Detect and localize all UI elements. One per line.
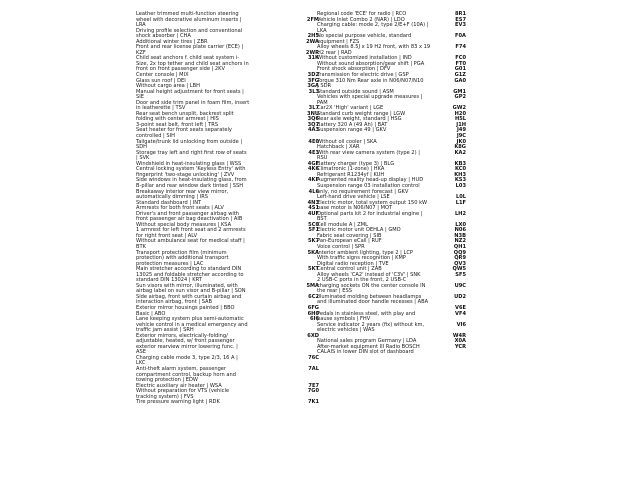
equipment-description: Central locking system 'Keyless Entry' with xyxy=(136,166,246,173)
equipment-description: Seat heater for front seats separately xyxy=(136,127,232,134)
option-code: 6C2 xyxy=(308,293,319,300)
option-code: ES7 xyxy=(455,16,466,23)
equipment-description: towing protection | EDW xyxy=(136,377,198,384)
option-code: 5C0 xyxy=(308,221,319,228)
equipment-description: and illuminated door handle recesses | ABA xyxy=(317,299,429,306)
equipment-description: With rear view camera system (type 2) | xyxy=(317,149,420,156)
option-code: KH3 xyxy=(454,171,466,178)
equipment-description: Door and side trim panel in foam film, insert xyxy=(136,99,250,106)
option-code: H20 xyxy=(454,110,466,117)
equipment-description: Center console | MIX xyxy=(136,72,189,79)
equipment-description: Armrests for both front seats | ALV xyxy=(136,205,224,212)
option-code: SF5 xyxy=(455,271,466,278)
equipment-description: traffic jam assist | SRH xyxy=(136,327,194,334)
option-code: 3GA xyxy=(307,83,319,90)
option-code: LH2 xyxy=(454,210,466,217)
option-code: 3NU xyxy=(307,110,319,117)
equipment-description: controlled | SIH xyxy=(136,133,175,140)
option-code: N3B xyxy=(454,232,466,239)
equipment-description: Side windows in heat-insulating glass, from xyxy=(136,177,247,184)
equipment-description: Without customized installation | IND xyxy=(317,55,412,62)
equipment-description: interaction airbag, front | SAB xyxy=(136,299,213,306)
equipment-description: Rear seat bench unsplit, backrest split xyxy=(136,110,234,117)
equipment-description: Electric auxiliary air heater | WSA xyxy=(136,382,222,389)
equipment-description: folding with center armrest | HIS xyxy=(136,116,219,123)
option-code: W4R xyxy=(452,332,466,339)
equipment-description: Illuminated molding between headlamps xyxy=(317,293,422,300)
equipment-description: Without oil cooler | SKA xyxy=(317,138,377,145)
equipment-description: electric vehicles | WAS xyxy=(317,327,375,334)
option-code: NZ2 xyxy=(454,238,466,245)
equipment-description: Service indicator 2 years (fix) without km, xyxy=(317,321,425,328)
equipment-description: Regional code 'ECE' for radio | RCO xyxy=(317,11,407,17)
option-code: 4K6 xyxy=(307,166,319,173)
equipment-row xyxy=(136,400,319,406)
equipment-description: Front and rear license plate carrier (ECE) | xyxy=(136,44,244,51)
equipment-description: SDH xyxy=(136,144,147,151)
option-code: 4E0 xyxy=(308,138,319,145)
option-code: 4L6 xyxy=(308,188,319,195)
option-code: GM1 xyxy=(453,88,466,95)
equipment-description: Exterior mirrors, electrically-folding/ xyxy=(136,332,228,339)
right-equipment-column xyxy=(317,12,466,356)
option-code: GW2 xyxy=(452,105,466,112)
equipment-description: Leather trimmed multi-function steering xyxy=(136,11,239,17)
equipment-description: Augmented reality head-up display | HUD xyxy=(317,177,424,184)
equipment-description: Digital radio reception | TVE xyxy=(317,260,389,267)
equipment-description: Additional winter tires | ZBR xyxy=(136,38,208,45)
option-code: QH1 xyxy=(453,243,466,250)
equipment-description: automatically dimming | IRS xyxy=(136,194,209,201)
equipment-description: Storage tray left and right first row of seats xyxy=(136,149,247,156)
equipment-description: Torque 310 Nm Rear axle in N06/N07/N10 xyxy=(317,77,424,84)
equipment-description: Hatchback | XAR xyxy=(317,144,360,151)
equipment-row xyxy=(317,328,466,334)
equipment-description: Climatronic (1-zone) | HKA xyxy=(317,166,385,173)
option-code: 3L3 xyxy=(308,88,319,95)
equipment-description: Voice control | SPR xyxy=(317,243,365,250)
equipment-description: Electric motor unit OEHLA | GMO xyxy=(317,227,401,234)
option-code: K8G xyxy=(454,144,466,151)
equipment-description: front passenger air bag deactivation | AIB xyxy=(136,216,243,223)
equipment-description: Vehicles with special upgrade measures | xyxy=(317,94,423,101)
option-code: LX0 xyxy=(455,221,466,228)
option-code: J1H xyxy=(456,121,466,128)
option-code: KS3 xyxy=(454,177,466,184)
equipment-description: Alloy wheels 8.5J x 19 H2 front, with 83 x 19 xyxy=(317,44,431,51)
option-code: F74 xyxy=(455,44,466,51)
option-code: N06 xyxy=(454,227,466,234)
option-code: V6E xyxy=(455,304,466,311)
equipment-description: Main stretcher according to standard DIN xyxy=(136,266,242,273)
equipment-description: Tailgate/trunk lid unlocking from outside | xyxy=(136,138,243,145)
equipment-description: exterior rearview mirror lowering func. | xyxy=(136,343,238,350)
equipment-description: KZF xyxy=(136,49,146,56)
equipment-description: SIE xyxy=(136,94,144,101)
option-code: KB3 xyxy=(454,160,466,167)
equipment-description: Pedals in stainless steel, with play and xyxy=(317,310,416,317)
option-code: 2H5 xyxy=(307,33,319,40)
equipment-description: wheel with decorative aluminum inserts | xyxy=(136,16,242,23)
equipment-row xyxy=(317,350,466,356)
equipment-description: After-market equipment III Radio BOSCH xyxy=(317,343,420,350)
equipment-description: Glass sun roof | DEI xyxy=(136,77,186,84)
option-code: JK0 xyxy=(456,138,466,145)
option-code: 6H0 xyxy=(307,310,319,317)
equipment-description: RSU xyxy=(317,155,328,162)
equipment-description: BST xyxy=(317,216,327,223)
option-code: VF4 xyxy=(455,310,466,317)
equipment-description: protection measures | LAC xyxy=(136,260,204,267)
option-code: 76C xyxy=(308,354,319,361)
option-code: F0A xyxy=(455,33,466,40)
option-code: 3D2 xyxy=(307,72,319,79)
option-code: GP2 xyxy=(454,94,466,101)
option-code: QR9 xyxy=(454,255,466,262)
equipment-description: No special purpose vehicle, standard xyxy=(317,33,412,40)
option-code: 5MA xyxy=(306,282,319,289)
option-code: 5KT xyxy=(308,266,319,273)
equipment-description: | SVK xyxy=(136,155,150,162)
option-code: 3Q7 xyxy=(307,121,319,128)
option-code: 3FG xyxy=(307,77,319,84)
equipment-description: fingerprint 'two-stage unlocking' | ZVV xyxy=(136,171,235,178)
equipment-description: Driving profile selection and conventional xyxy=(136,27,243,34)
equipment-description: 3-point seat belt, front left | TRS xyxy=(136,121,219,128)
option-code: KC0 xyxy=(454,166,466,173)
option-code: J9C xyxy=(456,133,466,140)
equipment-description: Tire pressure warning light | RDK xyxy=(136,399,220,406)
option-code: 7AL xyxy=(308,366,319,372)
equipment-description: tracking system) | FVS xyxy=(136,393,194,400)
equipment-description: Without cargo area | LBH xyxy=(136,83,200,90)
equipment-description: Size, 2x top tether and child seat anchors in xyxy=(136,60,249,67)
equipment-description: only, no requirement forecast | GKV xyxy=(317,188,409,195)
equipment-description: LRA xyxy=(136,22,146,29)
option-code: 7E7 xyxy=(308,382,319,389)
equipment-description: Exterior mirror housings painted | BBO xyxy=(136,304,235,311)
option-code: 6XD xyxy=(307,332,319,339)
option-code: 4E3 xyxy=(308,149,319,156)
equipment-description: PAM xyxy=(317,99,328,106)
equipment-description: Side airbag, front with curtain airbag and xyxy=(136,293,242,300)
equipment-description: Rear axle weight, standard | HSG xyxy=(317,116,402,123)
equipment-description: adjustable, heated, w/ front passenger xyxy=(136,338,235,345)
equipment-description: equipment | FZS xyxy=(317,38,360,45)
option-code: L03 xyxy=(455,182,466,189)
equipment-description: Charging cable: mode 2, type 2/E+F (10A) | xyxy=(317,22,429,29)
option-code: 3L7 xyxy=(308,105,319,112)
option-code: 4S1 xyxy=(308,205,319,212)
option-code: KA2 xyxy=(454,149,466,156)
equipment-description: Interior ambient lighting, type 2 | LCP xyxy=(317,249,413,256)
left-equipment-column xyxy=(136,12,319,406)
equipment-description: Driver's and front passenger airbag with xyxy=(136,210,240,217)
equipment-description: Manual height adjustment for front seats | xyxy=(136,88,244,95)
equipment-description: Standard curb weight range | LGW xyxy=(317,110,406,117)
equipment-description: CALAIS in lower DIN slot of dashboard xyxy=(317,349,414,356)
equipment-description: base motor is N06/N07 | MOT xyxy=(317,205,393,212)
option-code: VI6 xyxy=(456,321,466,328)
equipment-description: vehicle control in a medical emergency and xyxy=(136,321,248,328)
equipment-description: LKA xyxy=(317,27,327,34)
option-code: 7K1 xyxy=(307,399,319,406)
equipment-description: Battery 320 A (49 Ah) | BAT xyxy=(317,121,388,128)
option-code: 4UF xyxy=(307,210,319,217)
option-code: 6I6 xyxy=(310,316,319,323)
option-code: 4KF xyxy=(308,177,319,184)
equipment-description: Basic | ABO xyxy=(136,310,166,317)
option-code: H5L xyxy=(454,116,466,123)
option-code: 5F1 xyxy=(308,227,319,234)
option-code: 2FM xyxy=(306,16,319,23)
equipment-description: 1 armrest for left front seat and 2 armrests xyxy=(136,227,246,234)
equipment-description: Suspension range 49 | GKV xyxy=(317,127,387,134)
equipment-description: Battery charger (type 3) | BLG xyxy=(317,160,395,167)
equipment-description: With traffic signs recognition | KMP xyxy=(317,255,406,262)
equipment-description: compartment control, backup horn and xyxy=(136,371,236,378)
equipment-description: front on front passenger side | 2KV xyxy=(136,66,225,73)
equipment-description: National sales program Germany | LDA xyxy=(317,338,417,345)
equipment-description: airbag label on sun visor and B-pillar | SON xyxy=(136,288,246,295)
equipment-description: | SDR xyxy=(317,83,332,90)
equipment-description: Lane keeping system plus semi-automatic xyxy=(136,316,244,323)
equipment-description: Child seat anchors f. child seat system i- xyxy=(136,55,240,62)
option-code: L1F xyxy=(455,199,466,206)
equipment-description: Pan-European eCall | RUF xyxy=(317,238,382,245)
equipment-description: Central control unit | ZAB xyxy=(317,266,382,273)
equipment-description: Anti-theft alarm system, passenger xyxy=(136,366,227,372)
equipment-description: Front shock absorption | DFV xyxy=(317,66,391,73)
option-code: 4A3 xyxy=(307,127,319,134)
option-code: L0L xyxy=(455,194,466,201)
equipment-description: in leatherette | TSV xyxy=(136,105,186,112)
equipment-description: protection) with additional transport xyxy=(136,255,229,262)
option-code: QV3 xyxy=(454,260,466,267)
option-code: 6FG xyxy=(307,304,319,311)
option-code: QW5 xyxy=(452,266,466,273)
option-code: 7G0 xyxy=(307,388,319,395)
option-code: QQ9 xyxy=(453,249,466,256)
equipment-description: Cell module A | ZML xyxy=(317,221,369,228)
equipment-description: ASE xyxy=(136,349,146,356)
equipment-description: Transmission for electric drive | GSP xyxy=(317,72,409,79)
equipment-description: B-pillar and rear window dark tinted | SSH xyxy=(136,182,244,189)
equipment-description: Car2X 'High' variant | LGE xyxy=(317,105,384,112)
equipment-description: Standard outside sound | ASM xyxy=(317,88,394,95)
equipment-row xyxy=(317,300,466,306)
equipment-description: the rear | ESS xyxy=(317,288,352,295)
option-code: 2WA xyxy=(306,38,319,45)
equipment-description: Fabric seat covering | SIB xyxy=(317,232,382,239)
equipment-description: Optional parts kit 2 for industrial engine | xyxy=(317,210,423,217)
equipment-row xyxy=(317,128,466,134)
equipment-description: Charging cable mode 3, type 2/3, 16 A | xyxy=(136,354,238,361)
option-code: 3Q6 xyxy=(307,116,319,123)
option-code: 2WR xyxy=(305,49,319,56)
equipment-description: charging sockets ON the center console IN xyxy=(317,282,426,289)
option-code: J49 xyxy=(457,127,466,134)
equipment-description: Standard dashboard | INT xyxy=(136,199,202,206)
equipment-description: 13025 and foldable stretcher according to xyxy=(136,271,244,278)
equipment-description: 2 USB-C ports in the front, 2 USB-C xyxy=(317,277,407,284)
option-code: G01 xyxy=(454,66,466,73)
equipment-description: Without ambulance seat for medical staff | xyxy=(136,238,245,245)
equipment-description: standard DIN 13024 | KRT xyxy=(136,277,202,284)
equipment-description: shock absorber | CHA xyxy=(136,33,191,40)
equipment-description: Without sound absorption/gear shift | PGA xyxy=(317,60,425,67)
equipment-description: Alloy wheels 'CA2' instead of 'C3V' | SNK xyxy=(317,271,421,278)
option-code: GA0 xyxy=(454,77,466,84)
equipment-description: H2 rear | RAD xyxy=(317,49,352,56)
option-code: FC0 xyxy=(455,55,466,62)
equipment-description: BTK xyxy=(136,243,146,250)
equipment-description: Electric motor, total system output 150 kW xyxy=(317,199,428,206)
equipment-description: Transport protection film (minimum xyxy=(136,249,227,256)
option-code: 31K xyxy=(307,55,319,62)
equipment-description: Suspension range 03 installation control xyxy=(317,182,420,189)
equipment-description: pause symbols | FHV xyxy=(317,316,371,323)
equipment-description: Refrigerant R1234yf | KUH xyxy=(317,171,385,178)
option-code: X0A xyxy=(454,338,466,345)
equipment-description: Breakaway interior rear view mirror, xyxy=(136,188,229,195)
option-code: 8R1 xyxy=(454,11,466,17)
option-code: 5KA xyxy=(307,249,319,256)
option-code: YCR xyxy=(454,343,466,350)
option-code: EV3 xyxy=(455,22,466,29)
equipment-description: Left-hand drive vehicle | LSE xyxy=(317,194,390,201)
equipment-description: Windshield in heat-insulating glass | WSS xyxy=(136,160,242,167)
option-code: 4GF xyxy=(307,160,319,167)
equipment-description: for right front seat | ALV xyxy=(136,232,198,239)
option-code: 4N3 xyxy=(307,199,319,206)
equipment-description: Sun visors with mirror, illuminated, with xyxy=(136,282,238,289)
option-code: G1Z xyxy=(454,72,466,79)
equipment-description: Vehicle Inlet Combo 2 (NAR) | LDO xyxy=(317,16,405,23)
option-code: 5K7 xyxy=(307,238,319,245)
option-code: UD2 xyxy=(454,293,466,300)
equipment-description: LKC xyxy=(136,360,146,367)
option-code: U9C xyxy=(454,282,466,289)
equipment-description: Without special body measures | KSA xyxy=(136,221,232,228)
option-code: FT0 xyxy=(455,60,466,67)
equipment-description: Without preparation for VTS (vehicle xyxy=(136,388,230,395)
